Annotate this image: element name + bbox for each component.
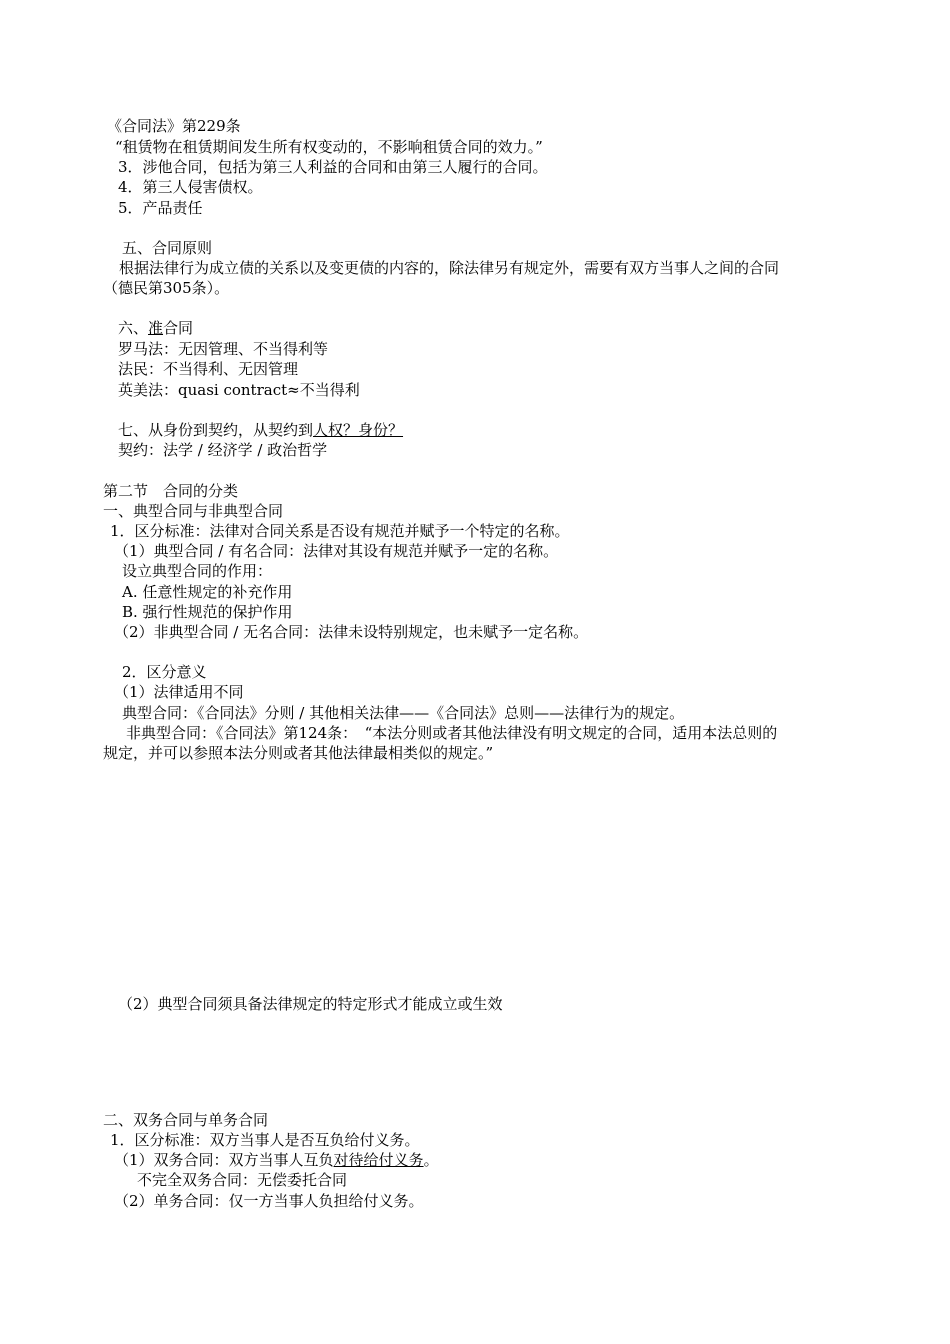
text-line: 罗马法：无因管理、不当得利等 — [118, 340, 329, 358]
list-item: 4．第三人侵害债权。 — [118, 178, 263, 196]
section-heading: 二、双务合同与单务合同 — [103, 1111, 269, 1129]
text-fragment: （1）双务合同：双方当事人互负 — [114, 1151, 334, 1169]
underlined-text: 人权？身份？ — [313, 421, 404, 439]
list-item: 3．涉他合同，包括为第三人利益的合同和由第三人履行的合同。 — [118, 158, 548, 176]
chapter-title: 第二节 合同的分类 — [103, 482, 239, 500]
section-heading — [118, 420, 403, 440]
text-line: 非典型合同：《合同法》第124条： “本法分则或者其他法律没有明文规定的合同，适用本法总则的 — [126, 724, 778, 742]
text-line: 法民：不当得利、无因管理 — [118, 360, 299, 378]
list-item: 5．产品责任 — [118, 199, 203, 217]
text-line: 典型合同：《合同法》分则 / 其他相关法律——《合同法》总则——法律行为的规定。 — [122, 704, 685, 722]
text-line: 设立典型合同的作用： — [122, 562, 273, 580]
text-line: 规定，并可以参照本法分则或者其他法律最相类似的规定。” — [103, 744, 494, 762]
text-line: （1）法律适用不同 — [114, 683, 244, 701]
law-reference: 《合同法》第229条 — [107, 117, 241, 135]
quoted-provision: “租赁物在租赁期间发生所有权变动的，不影响租赁合同的效力。” — [115, 138, 543, 156]
text-line: 不完全双务合同：无偿委托合同 — [137, 1171, 348, 1189]
paragraph-line: 根据法律行为成立债的关系以及变更债的内容的，除法律另有规定外，需要有双方当事人之间的合同 — [119, 259, 780, 277]
text-line: 1．区分标准：双方当事人是否互负给付义务。 — [110, 1131, 420, 1149]
list-item: B. 强行性规范的保护作用 — [122, 603, 293, 621]
heading-text: 合同 — [163, 319, 194, 337]
underlined-text: 准 — [148, 319, 164, 337]
text-line: （2）典型合同须具备法律规定的特定形式才能成立或生效 — [118, 995, 503, 1013]
text-line — [114, 1150, 439, 1170]
list-item: A. 任意性规定的补充作用 — [122, 583, 293, 601]
text-line: 契约：法学 / 经济学 / 政治哲学 — [118, 441, 328, 459]
text-line: （2）非典型合同 / 无名合同：法律未设特别规定，也未赋予一定名称。 — [114, 623, 589, 641]
text-line: 英美法：quasi contract≈不当得利 — [118, 381, 360, 399]
paragraph-line: （德民第305条）。 — [103, 279, 230, 297]
heading-text: 七、从身份到契约，从契约到 — [118, 421, 314, 439]
text-line: 1．区分标准：法律对合同关系是否设有规范并赋予一个特定的名称。 — [110, 522, 570, 540]
underlined-text: 对待给付义务 — [333, 1151, 424, 1169]
subsection-heading: 2．区分意义 — [122, 663, 207, 681]
section-heading — [118, 318, 193, 338]
section-heading: 五、合同原则 — [122, 239, 213, 257]
heading-text: 六、 — [118, 319, 149, 337]
text-line: （2）单务合同：仅一方当事人负担给付义务。 — [114, 1192, 424, 1210]
text-line: （1）典型合同 / 有名合同：法律对其设有规范并赋予一定的名称。 — [114, 542, 559, 560]
text-fragment: 。 — [423, 1151, 439, 1169]
section-heading: 一、典型合同与非典型合同 — [103, 502, 284, 520]
